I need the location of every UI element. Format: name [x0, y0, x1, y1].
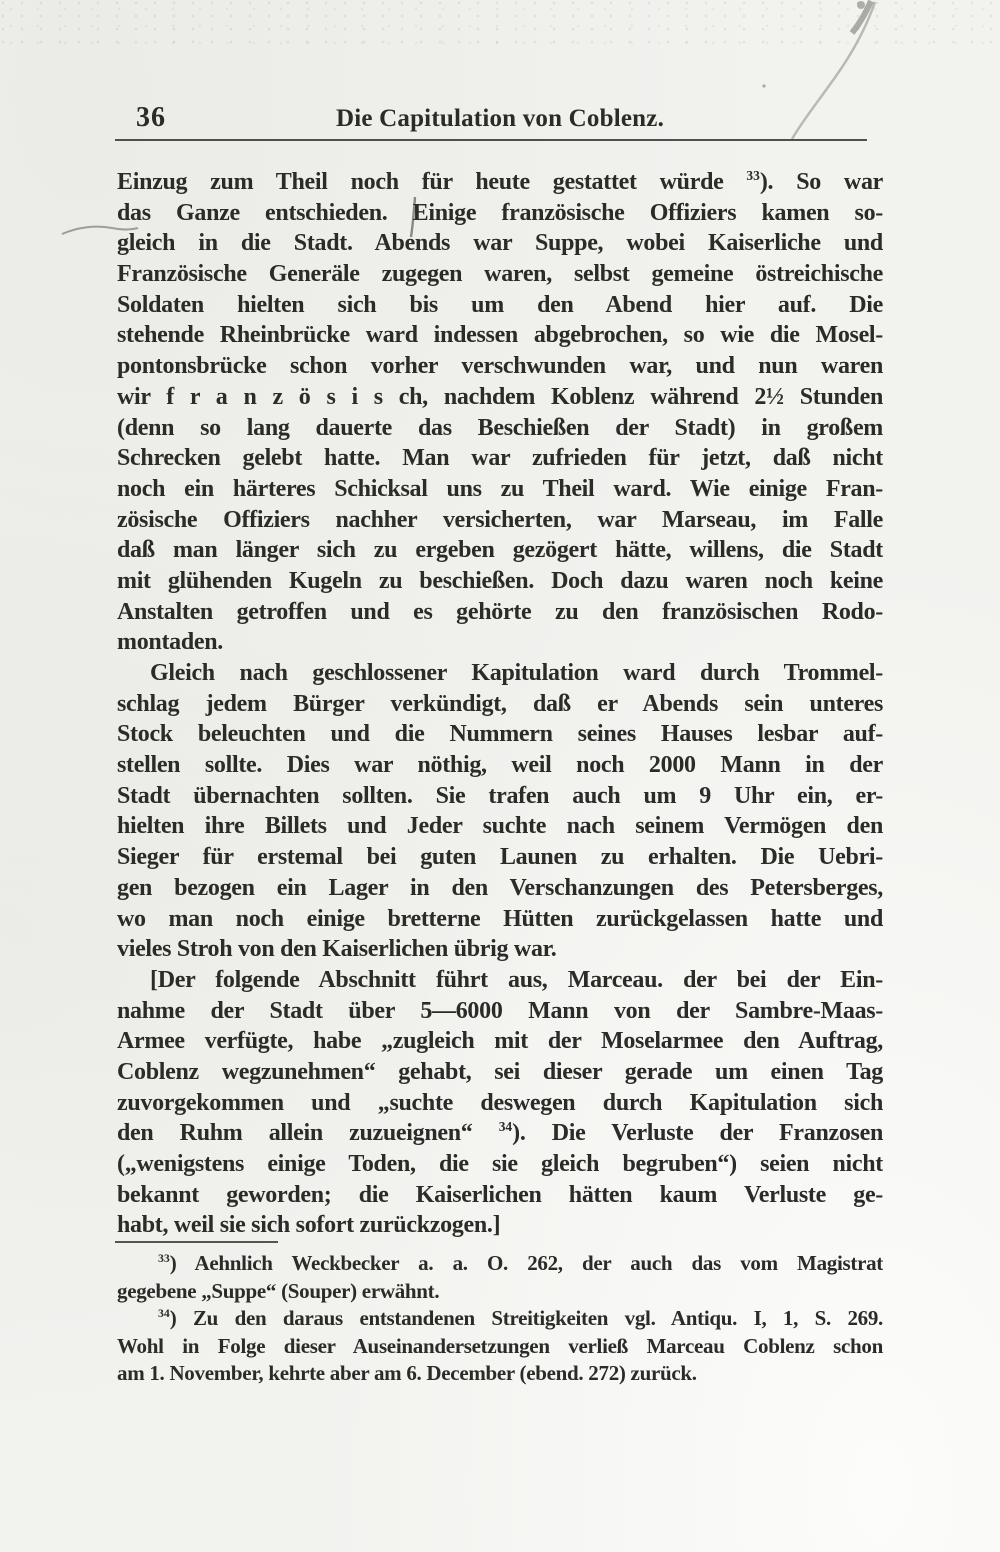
text-line: bekannt geworden; die Kaiserlichen hätten kaum Verluste ge-	[117, 1181, 883, 1208]
text-line: („wenigstens einige Toden, die sie gleich begruben“) seien nicht	[117, 1151, 883, 1177]
text-line: Gleich nach geschlossener Kapitulation ward durch Trommel-	[150, 660, 883, 686]
text-line: vieles Stroh von den Kaiserlichen übrig war.	[117, 936, 557, 963]
text-line: Coblenz wegzunehmen“ gehabt, sei dieser gerade um einen Tag	[117, 1058, 883, 1085]
text-line: Wohl in Folge dieser Auseinandersetzungen verließ Marceau Coblenz schon	[117, 1333, 883, 1358]
text-line: pontonsbrücke schon vorher verschwunden war, und nun waren	[117, 353, 883, 380]
body-text-block	[117, 167, 883, 1241]
text-line: Stock beleuchten und die Nummern seines Hauses lesbar auf-	[117, 721, 883, 748]
page-number: 36	[136, 102, 166, 133]
paragraph	[117, 1250, 883, 1305]
paragraph	[117, 167, 883, 658]
ink-dot	[762, 84, 765, 87]
footnote-reference: 34	[498, 1119, 513, 1135]
text-line: am 1. November, kehrte aber am 6. December (ebend. 272) zurück.	[117, 1361, 697, 1385]
text-line: Schrecken gelebt hatte. Man war zufrieden für jetzt, daß nicht	[117, 445, 883, 472]
text-line: Anstalten getroffen und es gehörte zu den französischen Rodo-	[117, 598, 883, 625]
text-line: wo man noch einige bretterne Hütten zurückgelassen hatte und	[117, 905, 883, 932]
text-line: nahme der Stadt über 5—6000 Mann von der Sambre-Maas-	[117, 997, 883, 1024]
footnote-reference: 33	[746, 168, 760, 183]
text-line: $^{34}$) Zu den daraus entstandenen Streitigkeiten vgl. Antiqu. I, 1, S. 269.	[158, 1306, 883, 1330]
text-line: stellen sollte. Dies war nöthig, weil noch 2000 Mann in der	[117, 752, 883, 779]
footnote-separator-rule	[115, 1241, 278, 1243]
text-line: Stadt übernachten sollten. Sie trafen auch um 9 Uhr ein, er-	[117, 782, 883, 809]
footnote-reference: 34	[158, 1307, 170, 1320]
text-line: Armee verfügte, habe „zugleich mit der Moselarmee den Auftrag,	[117, 1028, 883, 1055]
text-line: $^{33}$) Aehnlich Weckbecker a. a. O. 262, der auch das vom Magistrat	[158, 1251, 883, 1275]
text-line: wir f r a n z ö s i s ch, nachdem Koblenz während 2½ Stunden	[117, 383, 883, 410]
text-line: das Ganze entschieden. Einige französische Offiziers kamen so-	[117, 199, 883, 226]
text-line: montaden.	[117, 629, 223, 656]
text-line: zuvorgekommen und „suchte deswegen durch Kapitulation sich	[117, 1089, 883, 1116]
text-line: zösische Offiziers nachher versicherten, war Marseau, im Falle	[117, 506, 883, 533]
text-line: gen bezogen ein Lager in den Verschanzungen des Petersberges,	[117, 874, 883, 901]
text-line: Sieger für erstemal bei guten Launen zu erhalten. Die Uebri-	[117, 844, 883, 871]
paragraph	[117, 1305, 883, 1388]
text-line: Einzug zum Theil noch für heute gestattet würde $^{33}$). So war	[117, 168, 883, 195]
text-line: schlag jedem Bürger verkündigt, daß er Abends sein unteres	[117, 690, 883, 717]
paper-grain	[0, 0, 1000, 50]
footnote-reference: 33	[158, 1252, 170, 1265]
running-header-title: Die Capitulation von Coblenz.	[335, 105, 665, 132]
text-line: [Der folgende Abschnitt führt aus, Marceau. der bei der Ein-	[150, 966, 883, 993]
text-line: mit glühenden Kugeln zu beschießen. Doch dazu waren noch keine	[117, 567, 883, 594]
text-line: gegebene „Suppe“ (Souper) erwähnt.	[117, 1278, 440, 1303]
paragraph	[117, 965, 883, 1241]
text-line: Soldaten hielten sich bis um den Abend hier auf. Die	[117, 291, 883, 318]
text-line: habt, weil sie sich sofort zurückzogen.]	[117, 1212, 501, 1239]
text-line: gleich in die Stadt. Abends war Suppe, wobei Kaiserliche und	[117, 230, 883, 257]
paragraph	[117, 658, 883, 965]
text-line: (denn so lang dauerte das Beschießen der Stadt) in großem	[117, 414, 883, 441]
text-line: noch ein härteres Schicksal uns zu Theil ward. Wie einige Fran-	[117, 475, 883, 502]
text-line: daß man länger sich zu ergeben gezögert hätte, willens, die Stadt	[117, 537, 883, 564]
header-rule	[115, 139, 867, 141]
footnotes-block	[117, 1250, 883, 1388]
text-line: stehende Rheinbrücke ward indessen abgebrochen, so wie die Mosel-	[117, 322, 883, 349]
text-line: Französische Generäle zugegen waren, selbst gemeine östreichische	[117, 261, 883, 288]
text-line: hielten ihre Billets und Jeder suchte nach seinem Vermögen den	[117, 813, 883, 840]
text-line: den Ruhm allein zuzueignen“ $^{34}$). Die Verluste der Franzosen	[117, 1119, 883, 1147]
